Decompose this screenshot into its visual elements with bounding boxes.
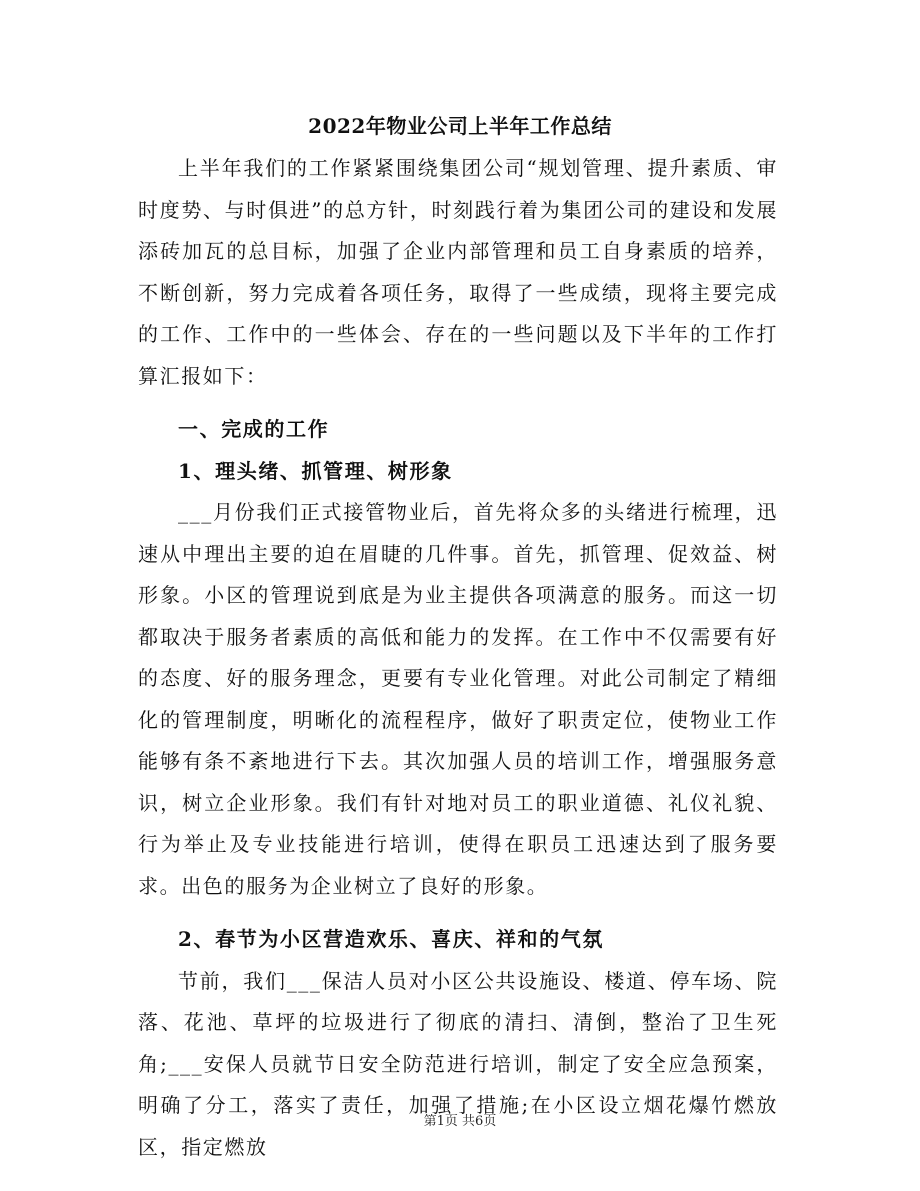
intro-paragraph: 上半年我们的工作紧紧围绕集团公司“规划管理、提升素质、审时度势、与时俱进”的总方针，时刻践行着为集团公司的建设和发展添砖加瓦的总目标，加强了企业内部管理和员工自身素质的培养，不断创新，努力完成着各项任务，取得了一些成绩，现将主要完成的工作、工作中的一些体会、存在的一些问题以及下半年的工作打算汇报如下： (138, 156, 778, 388)
subsection-paragraph-2: 节前，我们___保洁人员对小区公共设施设、楼道、停车场、院落、花池、草坪的垃圾进行了彻底的清扫、清倒，整治了卫生死角;___安保人员就节日安全防范进行培训，制定了安全应急预案，明确了分工，落实了责任，加强了措施;在小区设立烟花爆竹燃放区，指定燃放 (138, 968, 778, 1159)
subsection-paragraph-1: ___月份我们正式接管物业后，首先将众多的头绪进行梳理，迅速从中理出主要的迫在眉睫的几件事。首先，抓管理、促效益、树形象。小区的管理说到底是为业主提供各项满意的服务。而这一切都取决于服务者素质的高低和能力的发挥。在工作中不仅需要有好的态度、好的服务理念，更要有专业化管理。对此公司制定了精细化的管理制度，明晰化的流程程序，做好了职责定位，使物业工作能够有条不紊地进行下去。其次加强人员的培训工作，增强服务意识，树立企业形象。我们有针对地对员工的职业道德、礼仪礼貌、行为举止及专业技能进行培训，使得在职员工迅速达到了服务要求。出色的服务为企业树立了良好的形象。 (138, 500, 778, 898)
page-indicator: 第1页 共6页 (423, 1114, 497, 1129)
subsection-heading-2: 2、春节为小区营造欢乐、喜庆、祥和的气氛 (178, 927, 604, 951)
document-title: 2022年物业公司上半年工作总结 (308, 114, 612, 138)
document-body (138, 148, 778, 1168)
spacer (138, 397, 778, 409)
section-heading: 一、完成的工作 (178, 417, 330, 441)
subsection-heading-1: 1、理头绪、抓管理、树形象 (178, 458, 453, 483)
spacer (138, 907, 778, 919)
